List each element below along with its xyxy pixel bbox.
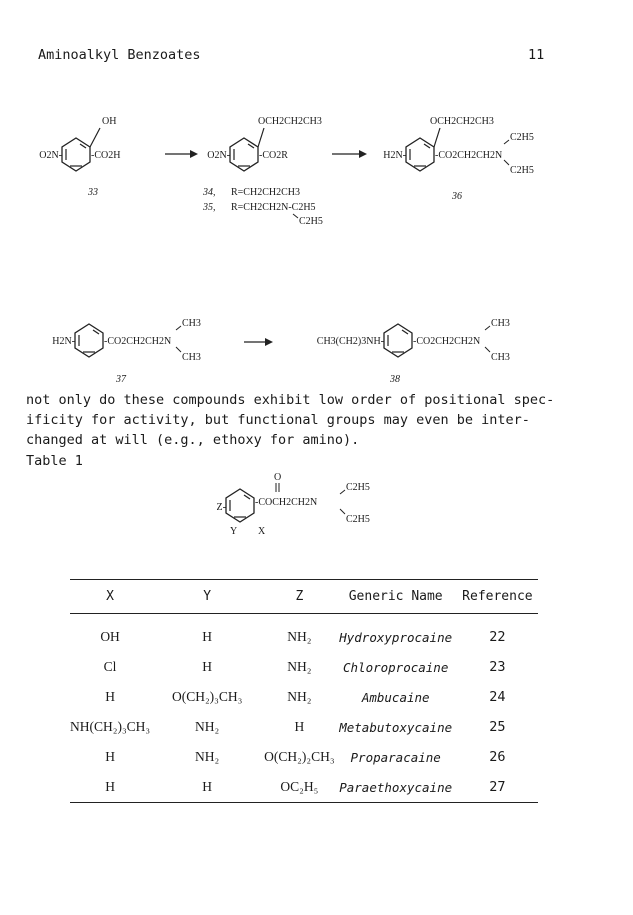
cell-z: H xyxy=(294,719,305,734)
cell-x: NH(CH₂)₃CH₃ xyxy=(70,719,151,734)
c34-left: O2N- xyxy=(207,150,230,161)
r35-label: 35, xyxy=(203,202,216,213)
cell-z: O(CH₂)₂CH₃ xyxy=(264,749,335,764)
table-1 xyxy=(70,579,538,803)
compound-34-structure xyxy=(202,116,323,227)
c36-right: -CO2CH2CH2N xyxy=(435,150,503,161)
cell-generic-name: Ambucaine xyxy=(361,689,430,705)
c33-top: OH xyxy=(102,116,117,127)
c38-n-upper: CH3 xyxy=(491,318,510,329)
cell-generic-name: Hydroxyprocaine xyxy=(339,629,453,645)
col-header-reference: Reference xyxy=(462,589,533,604)
arrow-head-3 xyxy=(265,338,273,346)
table-row xyxy=(70,614,538,653)
table-row xyxy=(70,712,538,742)
c36-left: H2N- xyxy=(383,150,406,161)
cell-generic-name: Chloroprocaine xyxy=(343,659,449,675)
c38-right: -CO2CH2CH2N xyxy=(413,336,481,347)
col-header-z: Z xyxy=(295,589,304,604)
cell-reference: 27 xyxy=(489,779,506,795)
carbonyl-o: O xyxy=(274,472,282,483)
c38-label: 38 xyxy=(390,374,400,385)
cell-y: H xyxy=(202,629,213,644)
cell-x: Cl xyxy=(103,659,117,674)
struct-chain: -COCH2CH2N xyxy=(255,497,318,508)
c34-top: OCH2CH2CH3 xyxy=(258,116,322,127)
struct-x: X xyxy=(258,526,266,537)
table-caption: Table 1 xyxy=(26,453,83,469)
cell-z: NH₂ xyxy=(287,659,312,674)
page-number: 11 xyxy=(528,47,545,63)
c33-right: -CO2H xyxy=(91,150,121,161)
cell-reference: 24 xyxy=(489,689,506,705)
cell-x: H xyxy=(105,689,115,704)
c36-label: 36 xyxy=(452,191,462,202)
cell-y: H xyxy=(202,659,213,674)
c38-left: CH3(CH2)3NH- xyxy=(316,336,384,347)
cell-z: OC₂H₅ xyxy=(280,779,319,794)
r35-sub: C2H5 xyxy=(299,216,323,227)
struct-y: Y xyxy=(230,526,238,537)
c37-n-upper: CH3 xyxy=(182,318,201,329)
running-title: Aminoalkyl Benzoates xyxy=(38,47,201,63)
table-row xyxy=(70,682,538,712)
cell-y: NH₂ xyxy=(195,719,220,734)
r34-label: 34, xyxy=(203,187,216,198)
reaction-scheme-1 xyxy=(0,100,633,240)
struct-z: Z- xyxy=(216,502,226,513)
paragraph-line-1: not only do these compounds exhibit low order of positional spec- xyxy=(26,392,555,408)
compound-33-structure xyxy=(39,116,120,198)
compound-37-structure xyxy=(52,318,201,385)
c33-label: 33 xyxy=(88,187,98,198)
cell-reference: 23 xyxy=(489,659,506,675)
arrow-head-1 xyxy=(190,150,198,158)
cell-reference: 26 xyxy=(489,749,506,765)
c34-right: -CO2R xyxy=(259,150,288,161)
c36-top: OCH2CH2CH3 xyxy=(430,116,494,127)
table-general-structure xyxy=(200,468,420,538)
cell-z: NH₂ xyxy=(287,629,312,644)
cell-generic-name: Metabutoxycaine xyxy=(339,719,453,735)
cell-x: H xyxy=(105,749,115,764)
table-header-row xyxy=(70,580,538,614)
cell-reference: 25 xyxy=(489,719,506,735)
cell-generic-name: Paraethoxycaine xyxy=(339,779,453,795)
r34-definition: R=CH2CH2CH3 xyxy=(231,187,300,198)
body-paragraph xyxy=(26,390,554,450)
paragraph-line-3: changed at will (e.g., ethoxy for amino). xyxy=(26,432,360,448)
c37-n-lower: CH3 xyxy=(182,352,201,363)
col-header-x: X xyxy=(106,589,114,604)
c36-n-lower: C2H5 xyxy=(510,165,534,176)
r35-definition: R=CH2CH2N-C2H5 xyxy=(231,202,316,213)
table-row xyxy=(70,652,538,682)
c33-left: O2N- xyxy=(39,150,62,161)
table-row xyxy=(70,742,538,772)
cell-reference: 22 xyxy=(489,629,506,645)
cell-y: H xyxy=(202,779,213,794)
compound-38-structure xyxy=(317,318,510,385)
arrow-head-2 xyxy=(359,150,367,158)
c37-right: -CO2CH2CH2N xyxy=(104,336,172,347)
table-row xyxy=(70,772,538,803)
c36-n-upper: C2H5 xyxy=(510,132,534,143)
cell-generic-name: Proparacaine xyxy=(350,749,441,765)
col-header-y: Y xyxy=(203,589,212,604)
paragraph-line-2: ificity for activity, but functional groups may even be inter- xyxy=(26,412,530,428)
cell-z: NH₂ xyxy=(287,689,312,704)
c37-left: H2N- xyxy=(52,336,75,347)
cell-y: O(CH₂)₃CH₃ xyxy=(171,689,243,704)
c38-n-lower: CH3 xyxy=(491,352,510,363)
cell-y: NH₂ xyxy=(195,749,220,764)
c37-label: 37 xyxy=(116,374,126,385)
cell-x: OH xyxy=(100,629,120,644)
col-header-generic-name: Generic Name xyxy=(348,589,443,604)
compound-36-structure xyxy=(383,116,534,202)
cell-x: H xyxy=(105,779,115,794)
struct-n-lower: C2H5 xyxy=(346,514,370,525)
struct-n-upper: C2H5 xyxy=(346,482,370,493)
reaction-scheme-2 xyxy=(0,305,633,390)
